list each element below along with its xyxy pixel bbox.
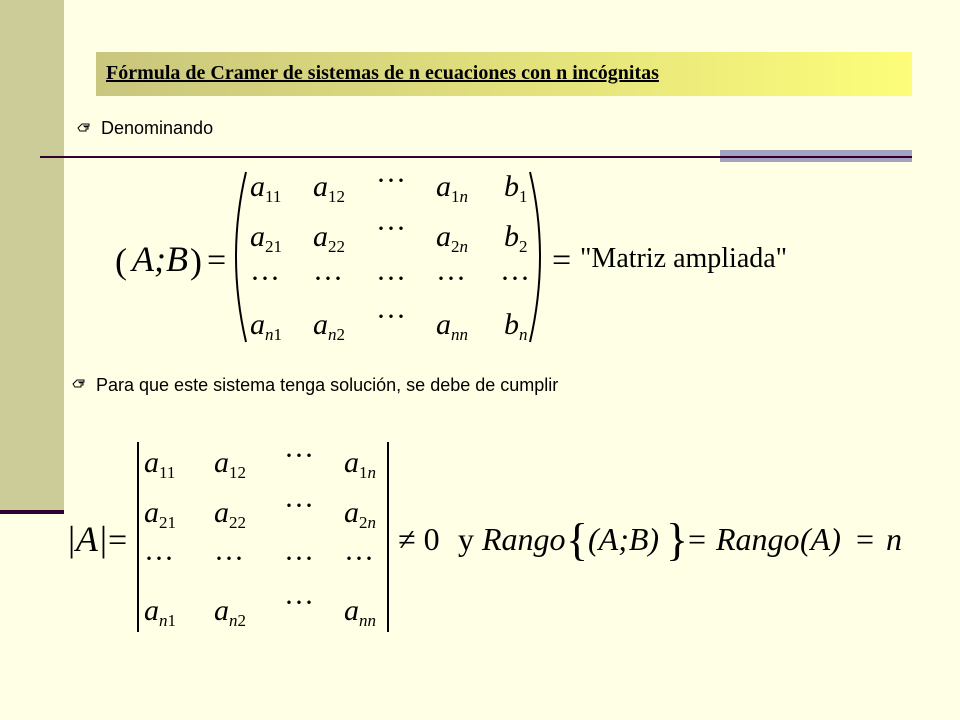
n-value: n: [886, 521, 902, 557]
left-accent-line: [0, 510, 64, 514]
det-entry: $a_{nn}$: [344, 594, 376, 630]
det-entries: [144, 439, 376, 630]
lhs-open-paren: (: [115, 241, 127, 281]
matrix-entry: $a_{22}$: [313, 220, 345, 256]
lhs-close-paren: ): [190, 241, 202, 281]
rank-label-1: Rango: [482, 521, 566, 557]
matrix-entry: ···: [250, 262, 280, 295]
det-entry: $a_2n$: [344, 496, 376, 532]
det-row: [144, 489, 376, 532]
matrix-entry: $b_n$: [504, 308, 528, 344]
matrix-entry: $a_n1$: [250, 308, 282, 344]
det-a-lhs: |A|: [66, 519, 108, 559]
det-row: [144, 542, 374, 575]
bullet-condition: Para que este sistema tenga solución, se debe de cumplir: [96, 375, 559, 395]
augmented-matrix-equation: [100, 160, 840, 350]
matrix-entry: ···: [313, 262, 343, 295]
det-entry: ···: [284, 489, 314, 522]
det-equals: =: [108, 522, 128, 559]
determinant-rank-condition: [60, 432, 920, 642]
brace-close: }: [666, 514, 689, 565]
matrix-entry: $b_2$: [504, 220, 528, 256]
det-entry: ···: [344, 542, 374, 575]
not-equal-zero: ≠ 0: [398, 521, 440, 557]
matrix-left-paren: [236, 172, 246, 342]
pointing-hand-icon: [76, 119, 92, 135]
lhs-body: A;B: [132, 239, 188, 279]
pointing-hand-icon: [71, 375, 87, 391]
matrix-entry: ···: [376, 300, 406, 333]
equals-1: =: [688, 521, 707, 557]
and-word: y: [458, 521, 474, 557]
matrix-row: [250, 262, 530, 295]
det-row: [144, 439, 376, 482]
det-entry: $a_n2$: [214, 594, 246, 630]
matrix-entry: ···: [376, 212, 406, 245]
divider-line: [40, 156, 912, 158]
det-entry: $a_{22}$: [214, 496, 246, 532]
det-entry: $a_{12}$: [214, 446, 246, 482]
matrix-entry: ···: [376, 262, 406, 295]
left-decorative-bar: [0, 0, 64, 512]
matrix-entry: ···: [376, 164, 406, 197]
det-entry: $a_{21}$: [144, 496, 176, 532]
det-entry: $a_1n$: [344, 446, 376, 482]
matrix-entry: ···: [500, 262, 530, 295]
matrix-row: [250, 164, 528, 206]
det-entry: ···: [144, 542, 174, 575]
bullet-denominando: Denominando: [101, 118, 214, 138]
lhs-equals: =: [207, 242, 227, 279]
det-entry: ···: [284, 542, 314, 575]
matrix-entry: $a_2n$: [436, 220, 468, 256]
rank-label-2: Rango: [716, 521, 800, 557]
det-entry: ···: [284, 586, 314, 619]
set-body: (A;B): [588, 521, 660, 557]
matrix-entry: $b_1$: [504, 170, 528, 206]
matrix-row: [250, 212, 528, 256]
slide-title: Fórmula de Cramer de sistemas de n ecuaciones con n incógnitas: [106, 62, 659, 84]
matrix-entry: $a_{nn}$: [436, 308, 468, 344]
rhs-equals: =: [552, 242, 572, 279]
rank-arg-a: (A): [800, 521, 841, 557]
matrix-lhs: [115, 239, 202, 281]
brace-open: {: [566, 514, 589, 565]
matrix-entry: $a_{21}$: [250, 220, 282, 256]
matrix-entry: $a_{11}$: [250, 170, 282, 206]
matrix-row: [250, 300, 528, 344]
det-entry: $a_{11}$: [144, 446, 176, 482]
matrix-entry: $a_n2$: [313, 308, 345, 344]
det-entry: ···: [214, 542, 244, 575]
matrix-right-paren: [530, 172, 540, 342]
matrix-entry: $a_{12}$: [313, 170, 345, 206]
matrix-entry: ···: [436, 262, 466, 295]
matrix-entries: [250, 164, 530, 344]
matrix-entry: $a_1n$: [436, 170, 468, 206]
matriz-ampliada-label: "Matriz ampliada": [580, 243, 788, 274]
det-row: [144, 586, 376, 630]
equals-2: =: [856, 521, 875, 557]
det-entry: $a_n1$: [144, 594, 176, 630]
det-entry: ···: [284, 439, 314, 472]
